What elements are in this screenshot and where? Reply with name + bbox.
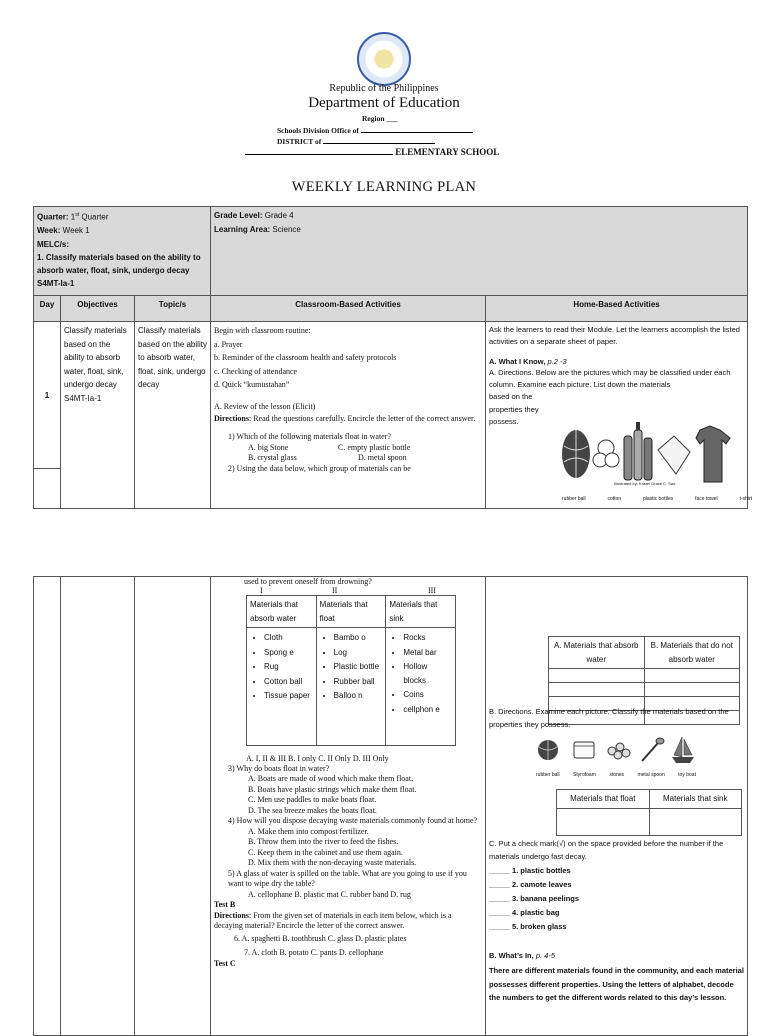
test-b-directions: Directions: From the given set of materials in each item below, which is a decaying material? Encircle the letter of the correct answer.	[214, 910, 452, 930]
check-item-3: _____ 3. banana peelings	[489, 894, 580, 903]
division-label: Schools Division Office of	[277, 126, 359, 135]
pic-b-stones: stones	[609, 772, 625, 778]
check-item-2: _____ 2. camote leaves	[489, 880, 572, 889]
materials-pictures-b	[536, 733, 696, 767]
objectives-cell-cont	[61, 577, 135, 1036]
district-line	[277, 136, 435, 146]
q5: 5) A glass of water is spilled on the table. What are you going to use if you want to wipe dry the table?	[228, 868, 467, 888]
school-label: ELEMENTARY SCHOOL	[395, 147, 500, 157]
col-topics: Topic/s	[135, 296, 211, 322]
pic-b-metal-spoon: metal spoon	[637, 772, 665, 778]
weekly-plan-table	[33, 206, 752, 509]
check-item-4: _____ 4. plastic bag	[489, 908, 560, 917]
dir-b: B. Directions. Examine each picture. Classify the materials based on the properties they possess.	[489, 707, 729, 729]
day-cell-cont	[34, 577, 61, 1036]
roman-heads: I II III	[260, 586, 436, 595]
q3: 3) Why do boats float in water?	[228, 763, 330, 773]
checklist	[489, 864, 579, 934]
float-head: Materials that float	[557, 790, 650, 809]
week-line: Week: Week 1	[37, 226, 90, 236]
region-label: Region	[362, 114, 385, 123]
picture-labels-b	[536, 769, 696, 783]
pic-b-toy-boat: toy boat	[678, 772, 696, 778]
info-left	[34, 207, 211, 296]
q2-answers: A. I, II & III B. I only C. II Only D. III Only	[246, 754, 389, 763]
dir-a2: based on the properties they possess.	[489, 392, 539, 426]
illustrator-credit: Illustrated by: Kristel Grace C. Sao	[614, 481, 676, 486]
classroom-cell-cont	[211, 577, 486, 1036]
review-heading: A. Review of the lesson (Elicit)	[214, 401, 316, 411]
group-head-float: Materials that float	[316, 596, 386, 628]
home-cell-cont	[486, 577, 748, 1036]
deped-seal-logo	[357, 32, 411, 86]
picture-labels	[562, 493, 752, 507]
what-i-know: A. What I Know, p.2 -3	[489, 357, 567, 366]
home-cell	[486, 322, 752, 509]
q6: 6. A. spaghetti B. toothbrush C. glass D. plastic plates	[234, 933, 407, 943]
day-subrow-line	[33, 468, 61, 469]
day-number: 1	[34, 322, 61, 509]
pic-b-styrofoam: Styrofoam	[573, 772, 596, 778]
quarter-line: Quarter: 1st Quarter	[37, 212, 109, 222]
info-right	[211, 207, 748, 296]
q4-b: B. Throw them into the river to feed the fishes.	[248, 837, 399, 846]
tshirt-pic	[696, 426, 730, 482]
q4-a: A. Make them into compost fertilizer.	[248, 826, 369, 836]
group-head-absorb: Materials that absorb water	[247, 596, 317, 628]
grade-line: Grade Level: Grade 4	[214, 211, 294, 220]
dir-c: C. Put a check mark(√) on the space provided before the number if the materials undergo fast decay.	[489, 839, 724, 861]
test-c-partial: Test C	[214, 958, 236, 968]
q3-a: A. Boats are made of wood which make them float.	[248, 774, 414, 783]
pic-b-rubber-ball: rubber ball	[536, 772, 560, 778]
group-absorb: • Cloth • Spong e • Rug • Cotton ball • Tissue paper	[247, 628, 317, 746]
float-sink-table	[556, 789, 742, 836]
routine-3: c. Checking of attendance	[214, 366, 298, 376]
q3-c: C. Men use paddles to make boats float.	[248, 795, 377, 804]
routine-2: b. Reminder of the classroom health and safety protocols	[214, 353, 397, 362]
topic-cell-cont	[135, 577, 211, 1036]
col-objectives: Objectives	[61, 296, 135, 322]
pic-label-cotton: cotton	[607, 496, 622, 502]
pic-label-plastic-bottles: plastic bottles	[642, 496, 674, 502]
area-line: Learning Area: Science	[214, 224, 301, 234]
q4-d: D. Mix them with the non-decaying waste materials.	[248, 858, 417, 867]
q7: 7. A. cloth B. potato C. pants D. cellophane	[244, 948, 384, 957]
region-blank: ___	[386, 114, 398, 123]
melc-label: MELC/s:	[37, 239, 69, 249]
q2: 2) Using the data below, which group of materials can be	[228, 463, 411, 473]
republic-label: Republic of the Philippines	[329, 83, 439, 94]
directions: Directions: Read the questions carefully. Encircle the letter of the correct answer.	[214, 414, 476, 423]
q4-c: C. Keep them in the cabinet and use them again.	[248, 847, 403, 857]
sink-head: Materials that sink	[649, 790, 742, 809]
topic-cell: Classify materials based on the ability to absorb water, float, sink, undergo decay	[135, 322, 211, 509]
objectives-cell: Classify materials based on the ability to absorb water, float, sink, undergo decay S4MT-Ia-1	[61, 322, 135, 509]
q4: 4) How will you dispose decaying waste materials commonly found at home?	[228, 816, 478, 825]
absorb-head: A. Materials that absorb water	[549, 637, 645, 669]
cotton-pic	[593, 440, 619, 467]
routine-4: d. Quick “kumustahan”	[214, 380, 290, 389]
materials-groups-table	[246, 595, 456, 746]
q5-opts: A. cellophane B. plastic mat C. rubber band D. rug	[248, 889, 411, 899]
pic-label-face-towel: face towel	[695, 496, 718, 502]
division-line	[277, 125, 473, 135]
pic-label-rubber-ball: rubber ball	[562, 496, 586, 502]
school-line	[245, 147, 499, 157]
col-day: Day	[34, 296, 61, 322]
department-title: Department of Education	[308, 95, 460, 111]
whats-in-text: There are different materials found in the community, and each material possesses different properties. Using the letters of alphabet, decode the numbers to get the different words related to this day’s lesson.	[489, 966, 744, 1002]
dir-a: A. Directions. Below are the pictures which may be classified under each column. Examine each picture. List down the materials	[489, 368, 731, 389]
col-home: Home-Based Activities	[486, 296, 748, 322]
district-label: DISTRICT of	[277, 137, 322, 146]
plan-title: WEEKLY LEARNING PLAN	[291, 179, 477, 195]
region-line	[362, 114, 398, 123]
group-float: • Bambo o • Log • Plastic bottle • Rubber ball • Balloo n	[316, 628, 386, 746]
q1-ac: A. big Stone C. empty plastic bottle	[248, 442, 411, 452]
q2-cont: used to prevent oneself from drowning?	[244, 577, 372, 586]
routine-intro: Begin with classroom routine:	[214, 326, 311, 335]
q1-bd: B. crystal glass D. metal spoon	[248, 453, 407, 462]
col-classroom: Classroom-Based Activities	[211, 296, 486, 322]
home-intro: Ask the learners to read their Module. Let the learners accomplish the listed activities on a separate sheet of paper.	[489, 325, 740, 346]
group-sink: • Rocks • Metal bar • Hollow blocks • Coins • cellphon e	[386, 628, 456, 746]
melc-text: 1. Classify materials based on the ability to absorb water, float, sink, undergo decay S4MT-Ia-1	[37, 253, 201, 289]
q3-d: D. The sea breeze makes the boats float.	[248, 805, 377, 815]
q1: 1) Which of the following materials float in water?	[228, 432, 391, 441]
not-absorb-head: B. Materials that do not absorb water	[644, 637, 740, 669]
group-head-sink: Materials that sink	[386, 596, 456, 628]
materials-pictures	[558, 410, 740, 500]
routine-1: a. Prayer	[214, 339, 243, 349]
face-towel-pic	[658, 436, 690, 474]
test-b-heading: Test B	[214, 900, 236, 909]
pic-label-tshirt: t-shirt	[739, 496, 752, 502]
rubber-ball-pic	[562, 430, 590, 478]
check-item-1: _____ 1. plastic bottles	[489, 866, 571, 875]
check-item-5: _____ 5. broken glass	[489, 922, 567, 931]
q3-b: B. Boats have plastic strings which make them float.	[248, 784, 417, 794]
weekly-plan-table-continued	[33, 576, 748, 1036]
plastic-bottles-pic	[624, 422, 652, 480]
classroom-cell	[211, 322, 486, 509]
whats-in-heading: B. What’s In, p. 4-5	[489, 951, 555, 960]
